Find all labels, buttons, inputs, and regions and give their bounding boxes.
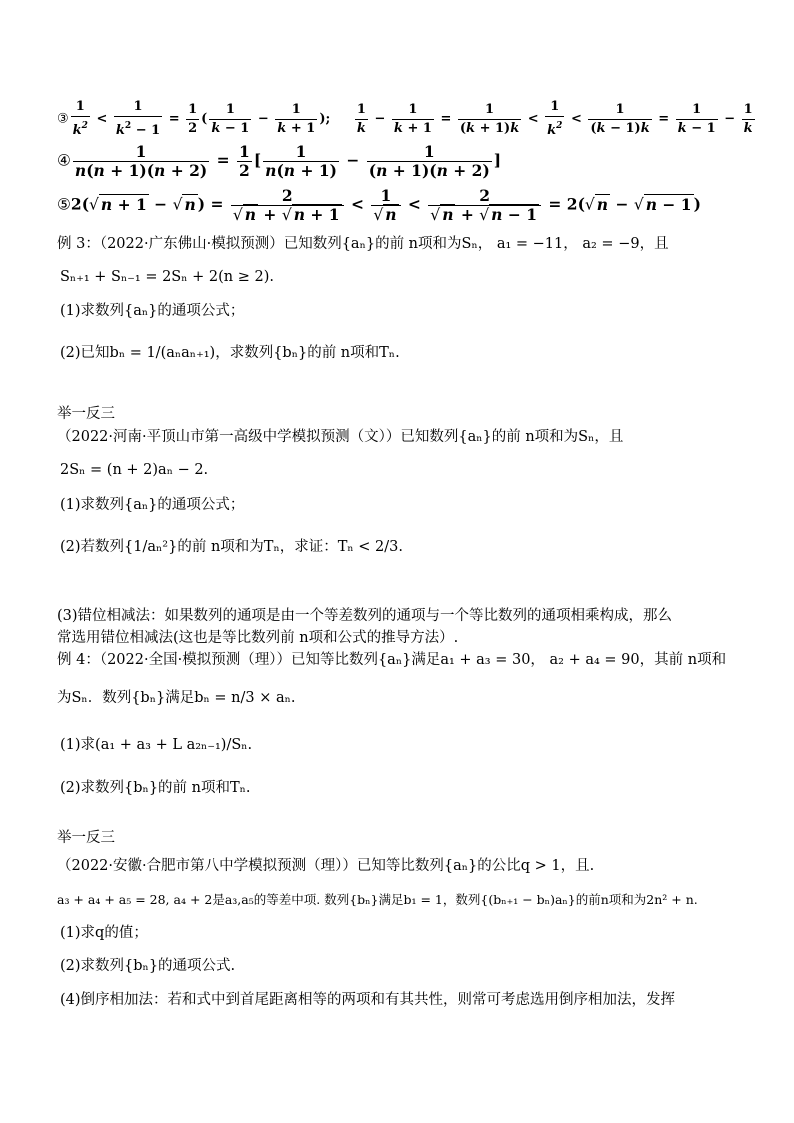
practice2-q2: (2)求数列{bₙ}的通项公式. [60, 958, 236, 974]
practice2-line2: a₃ + a₄ + a₅ = 28, a₄ + 2是a₃,a₅的等差中项. 数列{bₙ}满足b₁ = 1，数列{(bₙ₊₁ − bₙ)aₙ}的前n项和为2n² + n. [57, 892, 698, 907]
ex3-line1: 例 3：（2022·广东佛山·模拟预测）已知数列{aₙ}的前 n项和为Sₙ， a₁ = −11， a₂ = −9，且 [57, 236, 669, 252]
formula-4: ④ $\frac{1}{n(n + 1)(n + 2)}$ = $\frac{1}{2}$ [ $\frac{1}{n(n + 1)}$ − $\frac{1}{(n + 1)(n + 2)}$ ] [57, 142, 502, 180]
method3-line1: (3)错位相减法：如果数列的通项是由一个等差数列的通项与一个等比数列的通项相乘构成，那么 [57, 608, 673, 624]
practice1-q2: (2)若数列{1/aₙ²}的前 n项和为Tₙ，求证：Tₙ < 2/3. [60, 539, 403, 555]
formula-5-marker: ⑤ [57, 195, 71, 214]
practice1-q1: (1)求数列{aₙ}的通项公式； [60, 497, 245, 513]
ex3-q1: (1)求数列{aₙ}的通项公式； [60, 303, 245, 319]
ex3-q2: (2)已知bₙ = 1/(aₙaₙ₊₁)，求数列{bₙ}的前 n项和Tₙ. [60, 345, 400, 361]
ex3-line2: Sₙ₊₁ + Sₙ₋₁ = 2Sₙ + 2(n ≥ 2). [60, 269, 274, 285]
ex4-q2: (2)求数列{bₙ}的前 n项和Tₙ. [60, 780, 251, 796]
practice2-title: 举一反三 [57, 830, 115, 846]
method3-line2: 常选用错位相减法(这也是等比数列前 n项和公式的推导方法）. [57, 630, 459, 646]
practice2-q1: (1)求q的值； [60, 925, 148, 941]
ex4-line1: 例 4：（2022·全国·模拟预测（理））已知等比数列{aₙ}满足a₁ + a₃ = 30， a₂ + a₄ = 90，其前 n项和 [57, 652, 727, 668]
practice1-line2: 2Sₙ = (n + 2)aₙ − 2. [60, 462, 209, 478]
practice1-title: 举一反三 [57, 406, 115, 422]
formula-3: ③ $\frac{1}{k^2}$ < $\frac{1}{k^2 - 1}$ = $\frac{1}{2}$ ( $\frac{1}{k - 1}$ − $\frac{1}{k + 1}$ ); $\frac{1}{k}$ − $\frac{1}{k + 1}$ = $\frac{1}{(k + 1)k}$ < $\frac{1}{k^2}$ < $\frac{1}{(k - 1)k}$ = $\frac{1}{k - 1}$ − $\frac{1}{k}$ [57, 99, 753, 138]
practice1-line1: （2022·河南·平顶山市第一高级中学模拟预测（文））已知数列{aₙ}的前 n项和为Sₙ，且 [57, 429, 624, 445]
formula-4-marker: ④ [57, 151, 71, 170]
practice2-line1: （2022·安徽·合肥市第八中学模拟预测（理））已知等比数列{aₙ}的公比q > 1，且. [57, 858, 595, 874]
method4-line1: (4)倒序相加法：若和式中到首尾距离相等的两项和有其共性，则常可考虑选用倒序相加法，发挥 [60, 992, 676, 1008]
ex4-line2: 为Sₙ．数列{bₙ}满足bₙ = n/3 × aₙ. [57, 690, 296, 706]
formula-3-marker: ③ [57, 111, 69, 127]
ex4-q1: (1)求(a₁ + a₃ + L a₂ₙ₋₁)/Sₙ. [60, 737, 253, 753]
formula-5: ⑤2(√ n + 1 − √ n ) = $\frac{2}{√ n + √ n + 1}$ < $\frac{1}{√ n}$ < $\frac{2}{√ n + √ n - 1}$ = 2(√ n − √ n − 1 ) [57, 186, 701, 224]
